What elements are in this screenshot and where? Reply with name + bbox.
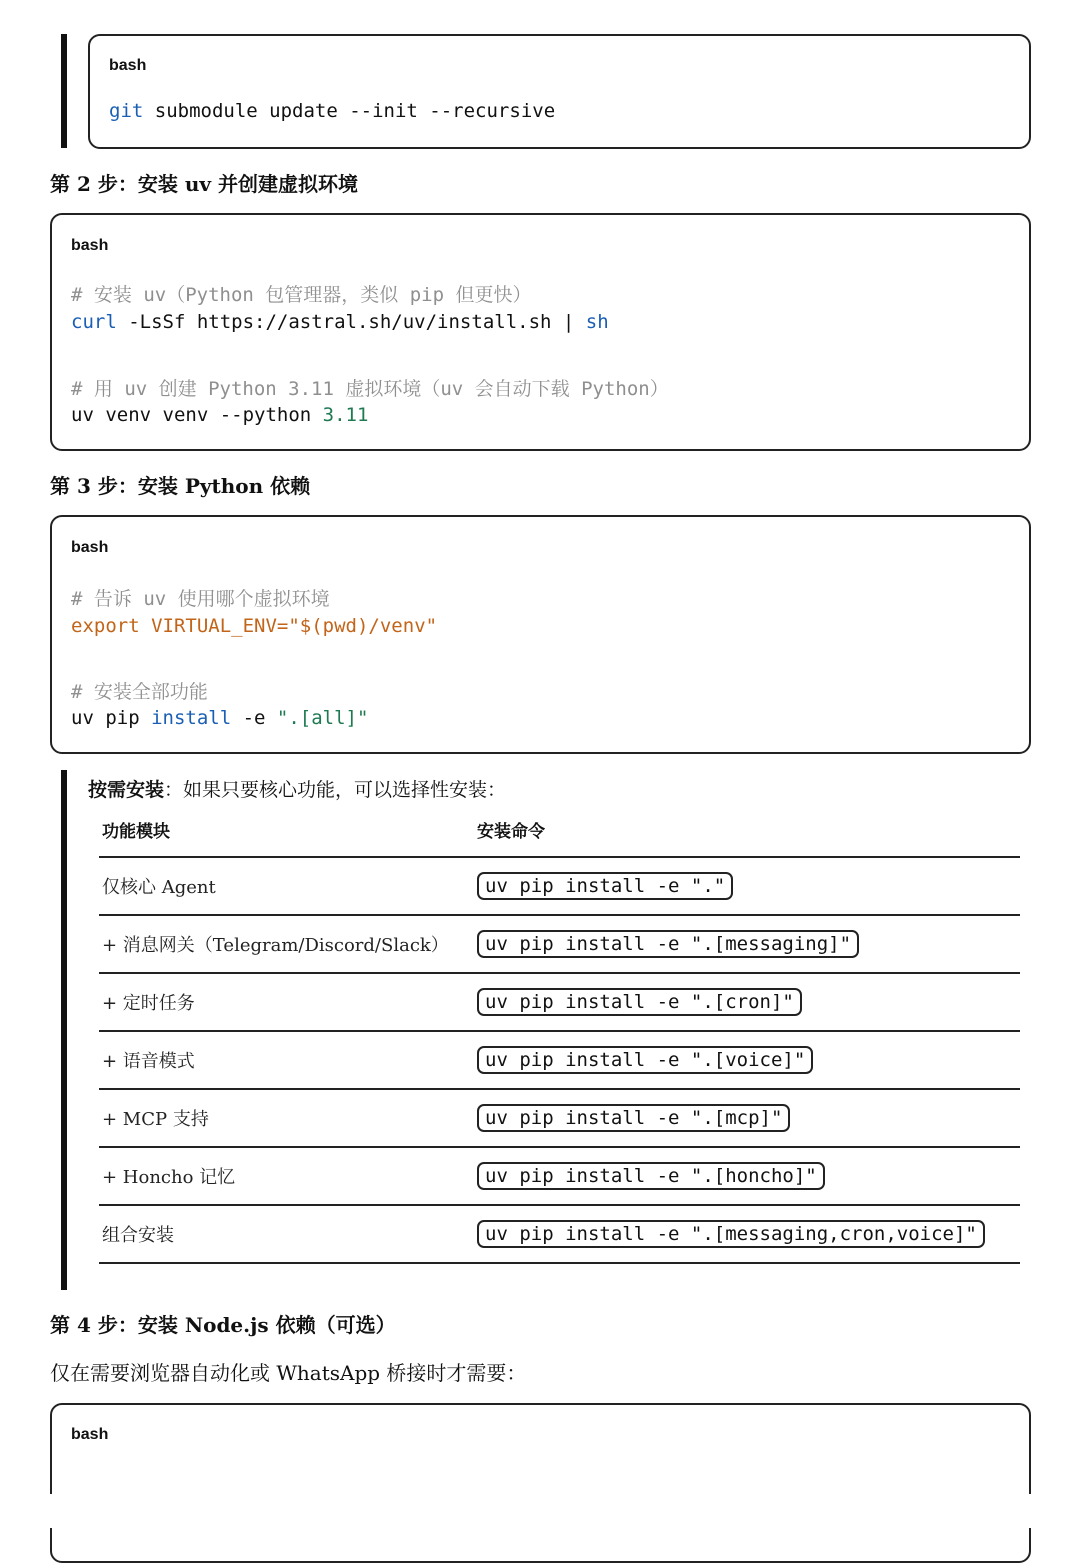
- table-header-command: 安装命令: [477, 821, 545, 842]
- command-code[interactable]: uv pip install -e ".[cron]": [477, 988, 802, 1016]
- quote-bar-top: [61, 34, 67, 148]
- step-4-description: 仅在需要浏览器自动化或 WhatsApp 桥接时才需要：: [50, 1361, 527, 1385]
- step-4-heading: 第 4 步：安装 Node.js 依赖（可选）: [50, 1313, 396, 1337]
- module-cell: + 定时任务: [99, 973, 474, 1031]
- code-text: submodule update --init --recursive: [143, 100, 556, 122]
- code-lang-label: bash: [71, 1426, 109, 1443]
- quote-bar: [61, 770, 67, 1290]
- module-install-table: [99, 802, 1020, 1264]
- code-comment: # 用 uv 创建 Python 3.11 虚拟环境（uv 会自动下载 Python）: [71, 378, 669, 400]
- command-cell: [474, 1147, 1020, 1205]
- code-keyword: git: [109, 100, 144, 122]
- table-row: [99, 1205, 1020, 1263]
- code-lang-label: bash: [109, 57, 147, 74]
- module-cell: + 语音模式: [99, 1031, 474, 1089]
- page-bottom-mask: [0, 1494, 1080, 1528]
- step-3-heading: 第 3 步：安装 Python 依赖: [50, 474, 311, 498]
- code-block-node-deps: [50, 1403, 1031, 1563]
- command-code[interactable]: uv pip install -e ".[honcho]": [477, 1162, 825, 1190]
- table-row: [99, 857, 1020, 915]
- note-text: ：如果只要核心功能，可以选择性安装：: [164, 779, 507, 801]
- command-code[interactable]: uv pip install -e ".[mcp]": [477, 1104, 790, 1132]
- code-lang-label: bash: [71, 237, 109, 254]
- code-comment: # 安装 uv（Python 包管理器，类似 pip 但更快）: [71, 284, 532, 306]
- table-row: [99, 1147, 1020, 1205]
- optional-install-note: [88, 775, 506, 802]
- code-line[interactable]: [109, 100, 555, 122]
- table-row: [99, 1031, 1020, 1089]
- module-cell: 仅核心 Agent: [99, 857, 474, 915]
- module-cell: + 消息网关（Telegram/Discord/Slack）: [99, 915, 474, 973]
- command-cell: [474, 973, 1020, 1031]
- code-line[interactable]: curl -LsSf https://astral.sh/uv/install.sh | sh: [71, 311, 609, 333]
- code-line[interactable]: export VIRTUAL_ENV="$(pwd)/venv": [71, 615, 438, 637]
- command-code[interactable]: uv pip install -e ".": [477, 872, 733, 900]
- module-cell: + MCP 支持: [99, 1089, 474, 1147]
- step-2-heading: 第 2 步：安装 uv 并创建虚拟环境: [50, 172, 358, 196]
- module-cell: 组合安装: [99, 1205, 474, 1263]
- command-cell: [474, 857, 1020, 915]
- code-comment: # 告诉 uv 使用哪个虚拟环境: [71, 588, 330, 610]
- code-block-install-deps: [50, 515, 1031, 754]
- command-code[interactable]: uv pip install -e ".[messaging,cron,voice]": [477, 1220, 985, 1248]
- table-row: [99, 973, 1020, 1031]
- code-block-install-uv: [50, 213, 1031, 451]
- code-line[interactable]: uv pip install -e ".[all]": [71, 707, 369, 729]
- command-code[interactable]: uv pip install -e ".[voice]": [477, 1046, 813, 1074]
- code-comment: # 安装全部功能: [71, 681, 208, 703]
- command-cell: [474, 915, 1020, 973]
- command-code[interactable]: uv pip install -e ".[messaging]": [477, 930, 859, 958]
- table-header-module: 功能模块: [102, 821, 170, 842]
- code-block-git-submodule: [88, 34, 1031, 149]
- table-row: [99, 915, 1020, 973]
- code-lang-label: bash: [71, 539, 109, 556]
- command-cell: [474, 1205, 1020, 1263]
- command-cell: [474, 1031, 1020, 1089]
- module-cell: + Honcho 记忆: [99, 1147, 474, 1205]
- command-cell: [474, 1089, 1020, 1147]
- table-row: [99, 1089, 1020, 1147]
- code-line[interactable]: uv venv venv --python 3.11: [71, 404, 369, 426]
- note-bold: 按需安装: [88, 779, 165, 801]
